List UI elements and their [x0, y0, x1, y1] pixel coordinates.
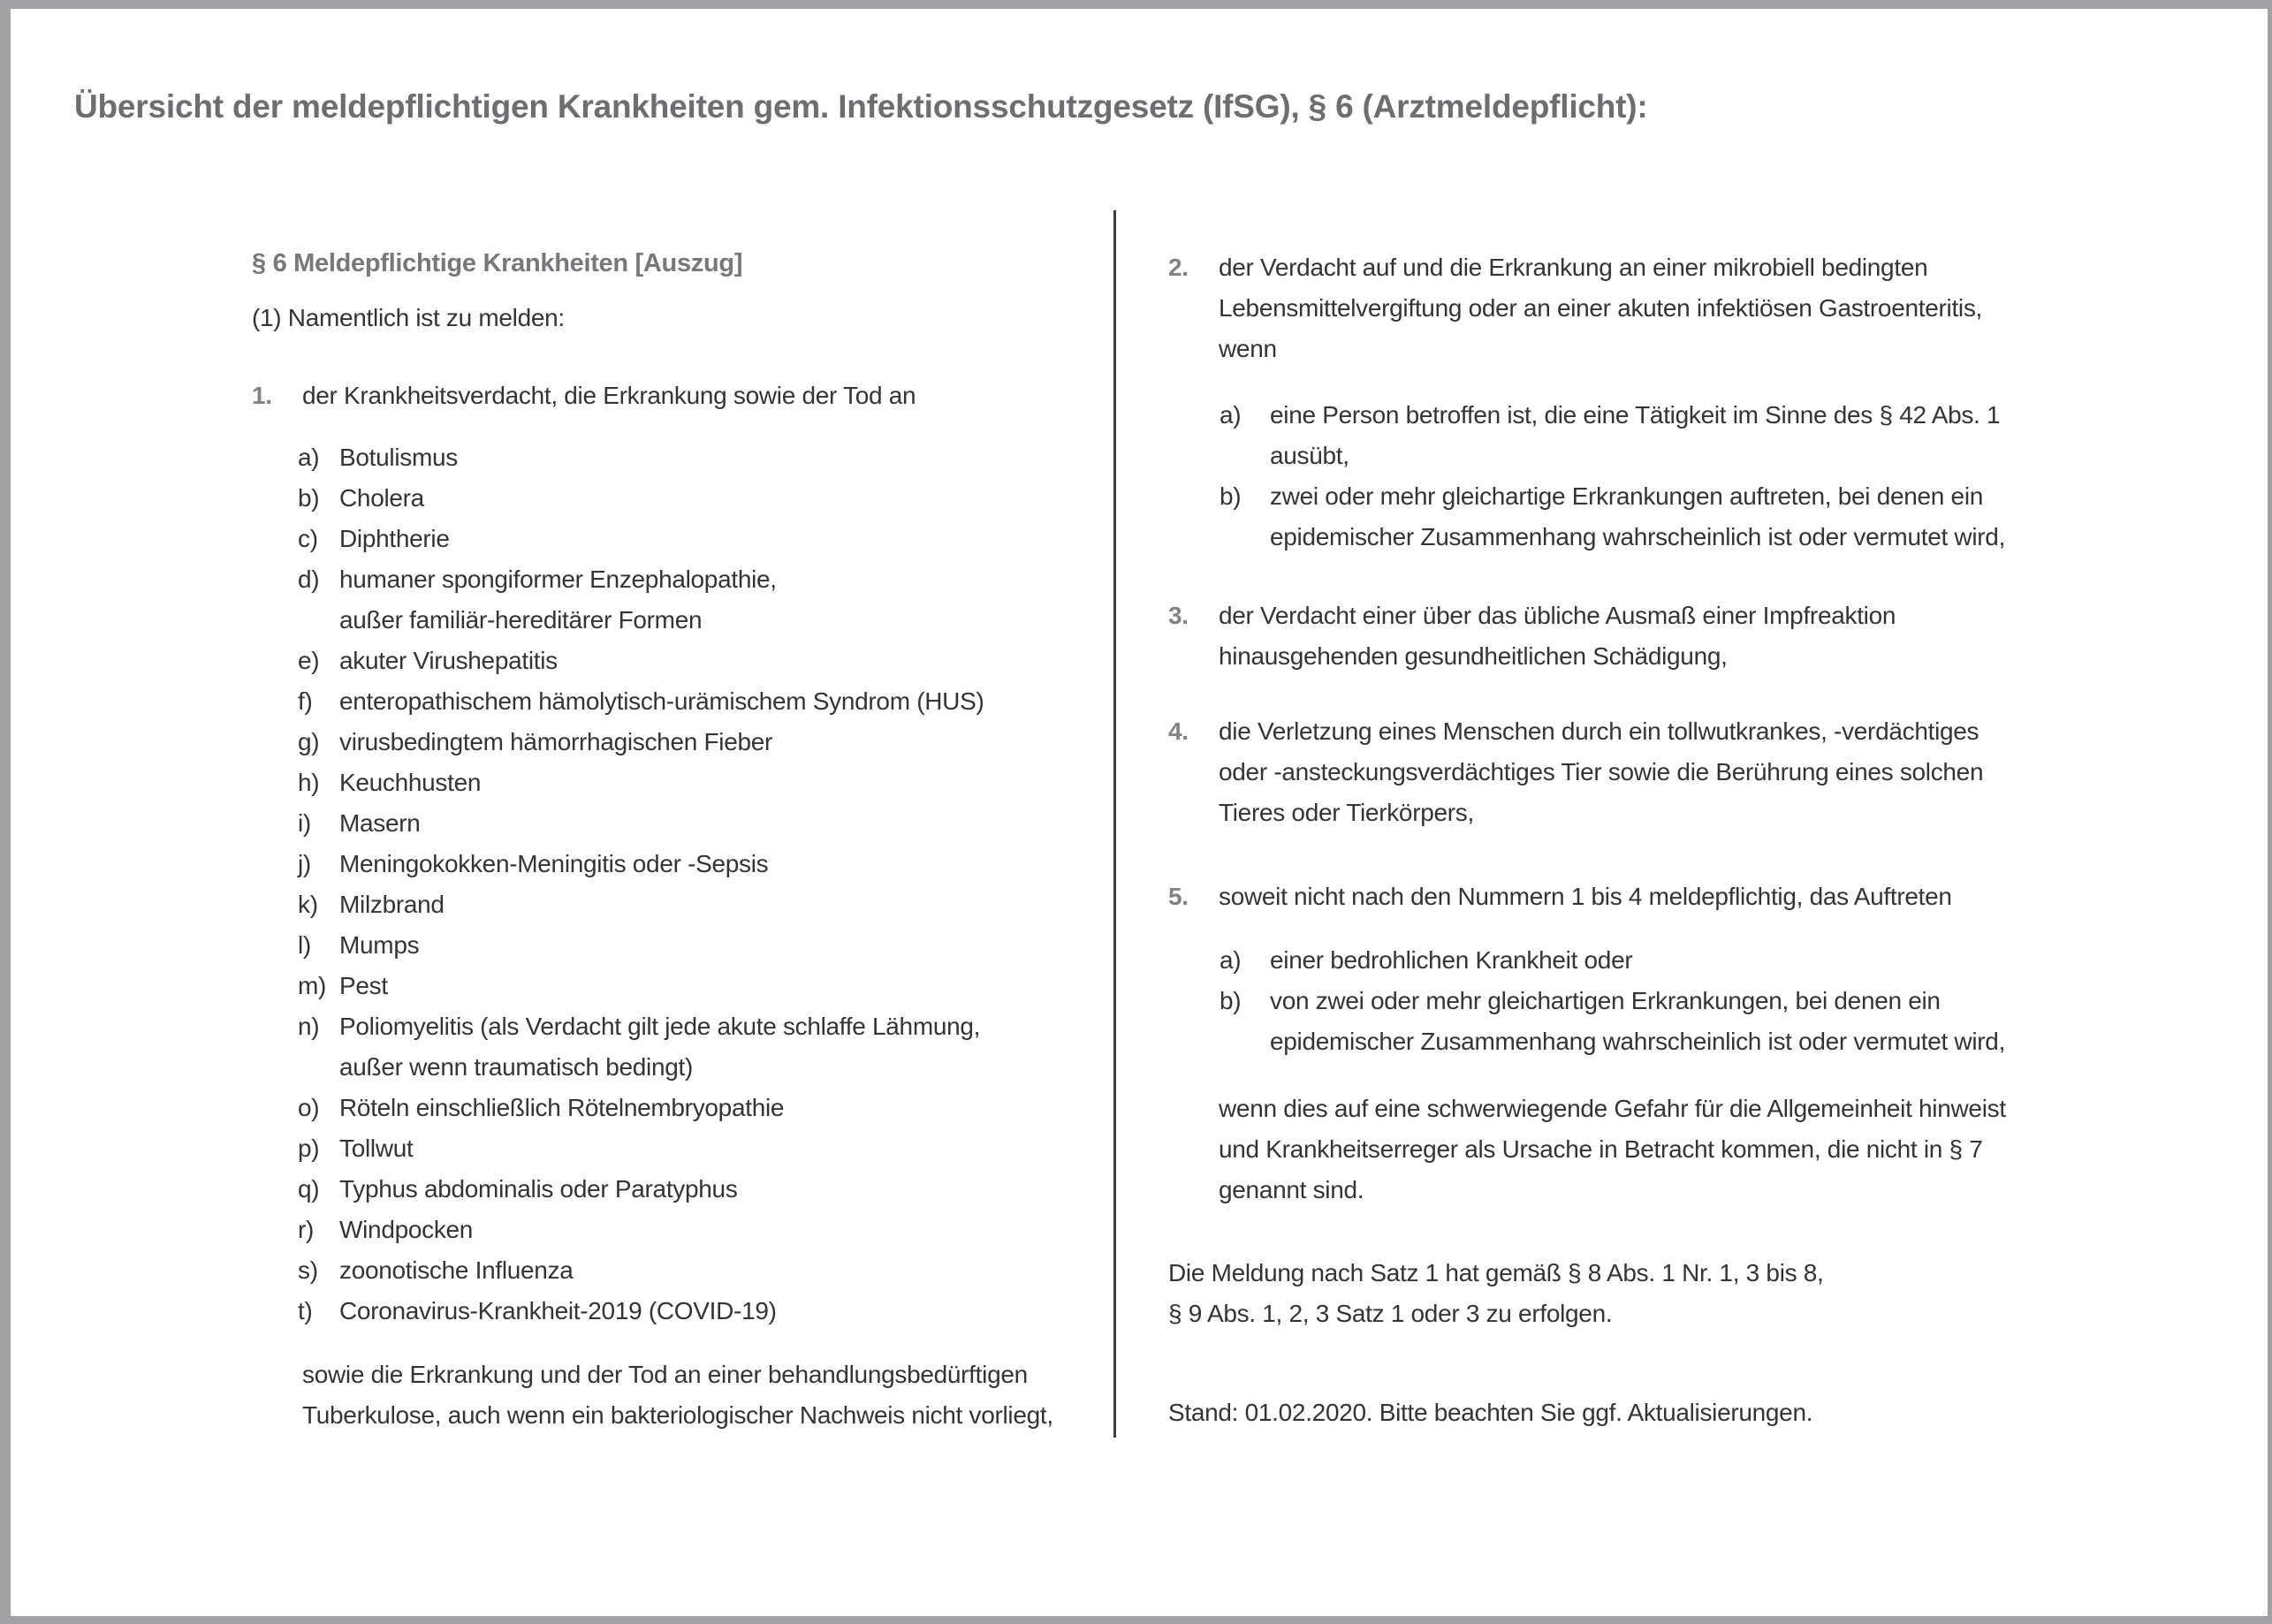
text-line: außer wenn traumatisch bedingt) — [339, 1053, 694, 1081]
text-line: enteropathischem hämolytisch-urämischem Syndrom (HUS) — [339, 687, 984, 715]
list-item — [298, 519, 1136, 559]
list-item — [298, 437, 1136, 478]
list-item — [298, 844, 1136, 884]
list-item — [1220, 395, 2229, 476]
section-heading: § 6 Meldepflichtige Krankheiten [Auszug] — [252, 249, 743, 277]
list-item — [298, 884, 1136, 925]
item-letter: n) — [298, 1013, 320, 1040]
item-letter: a) — [1220, 946, 1242, 974]
text-line: zoonotische Influenza — [339, 1256, 574, 1284]
item-number: 5. — [1168, 883, 1189, 910]
list-item — [298, 1128, 1136, 1169]
text-line: von zwei oder mehr gleichartigen Erkrankungen, bei denen ein — [1270, 987, 1941, 1014]
text-line: der Verdacht einer über das übliche Ausmaß einer Impfreaktion — [1219, 602, 1896, 629]
meldung-paragraph — [1168, 1253, 2229, 1334]
item-number: 4. — [1168, 717, 1189, 745]
disease-list — [298, 437, 1136, 1332]
page-title: Übersicht der meldepflichtigen Krankheiten gem. Infektionsschutzgesetz (IfSG), § 6 (Arztmeldepflicht): — [74, 88, 1648, 125]
text-line: Tieres oder Tierkörpers, — [1219, 799, 1474, 826]
item-letter: o) — [298, 1094, 320, 1121]
list-item — [298, 763, 1136, 803]
text-line: Tuberkulose, auch wenn ein bakteriologischer Nachweis nicht vorliegt, — [302, 1401, 1053, 1429]
item-letter: b) — [1220, 987, 1242, 1014]
item-letter: g) — [298, 728, 320, 755]
item-5-closing — [1219, 1089, 2229, 1210]
text-line: Pest — [339, 972, 388, 999]
text-line: virusbedingtem hämorrhagischen Fieber — [339, 728, 773, 755]
text-line: Diphtherie — [339, 525, 450, 552]
item-letter: t) — [298, 1297, 313, 1324]
numbered-item-2 — [1168, 247, 2229, 369]
text-line: außer familiär-hereditärer Formen — [339, 606, 703, 634]
list-item — [298, 1210, 1136, 1250]
text-line: der Verdacht auf und die Erkrankung an einer mikrobiell bedingten — [1219, 254, 1928, 281]
list-item — [298, 1088, 1136, 1128]
text-line: Tollwut — [339, 1135, 414, 1162]
text-line: hinausgehenden gesundheitlichen Schädigung, — [1219, 642, 1728, 670]
list-item — [298, 559, 1136, 641]
list-item — [298, 1291, 1136, 1332]
item-letter: k) — [298, 891, 318, 918]
text-line: soweit nicht nach den Nummern 1 bis 4 meldepflichtig, das Auftreten — [1219, 883, 1952, 910]
text-line: akuter Virushepatitis — [339, 647, 558, 674]
list-item — [298, 803, 1136, 844]
list-item — [1220, 476, 2229, 558]
numbered-item-4 — [1168, 711, 2229, 833]
text-line: die Verletzung eines Menschen durch ein tollwutkrankes, -verdächtiges — [1219, 717, 1979, 745]
text-line: und Krankheitserreger als Ursache in Betracht kommen, die nicht in § 7 — [1219, 1135, 1983, 1163]
item-letter: p) — [298, 1135, 320, 1162]
item-letter: b) — [298, 484, 320, 512]
item-number: 1. — [252, 382, 272, 409]
item-2-sublist — [1220, 395, 2229, 558]
text-line: § 9 Abs. 1, 2, 3 Satz 1 oder 3 zu erfolgen. — [1168, 1300, 1613, 1327]
item-letter: e) — [298, 647, 320, 674]
list-item — [298, 1250, 1136, 1291]
item-letter: s) — [298, 1256, 318, 1284]
text-line: Die Meldung nach Satz 1 hat gemäß § 8 Abs. 1 Nr. 1, 3 bis 8, — [1168, 1259, 1824, 1286]
text-line: wenn — [1219, 335, 1277, 362]
list-item — [298, 1169, 1136, 1210]
text-line: Mumps — [339, 931, 420, 959]
item-letter: a) — [298, 444, 320, 471]
text-line: einer bedrohlichen Krankheit oder — [1270, 946, 1633, 974]
text-line: Typhus abdominalis oder Paratyphus — [339, 1175, 738, 1203]
numbered-item-1 — [252, 376, 1136, 416]
item-letter: h) — [298, 769, 320, 796]
text-line: Meningokokken-Meningitis oder -Sepsis — [339, 850, 769, 877]
text-line: epidemischer Zusammenhang wahrscheinlich ist oder vermutet wird, — [1270, 523, 2006, 550]
text-line: Poliomyelitis (als Verdacht gilt jede akute schlaffe Lähmung, — [339, 1013, 981, 1040]
text-line: Lebensmittelvergiftung oder an einer akuten infektiösen Gastroenteritis, — [1219, 294, 1983, 322]
right-column — [1168, 247, 2229, 1433]
list-item — [298, 722, 1136, 763]
item-letter: j) — [298, 850, 311, 877]
list-item — [298, 681, 1136, 722]
item-letter: a) — [1220, 401, 1242, 429]
list-item — [298, 966, 1136, 1006]
item-letter: d) — [298, 565, 320, 593]
text-line: Coronavirus-Krankheit-2019 (COVID-19) — [339, 1297, 777, 1324]
list-item — [298, 641, 1136, 681]
intro-line: (1) Namentlich ist zu melden: — [252, 304, 565, 331]
item-letter: m) — [298, 972, 327, 999]
text-line: Röteln einschließlich Rötelnembryopathie — [339, 1094, 785, 1121]
item-letter: c) — [298, 525, 318, 552]
item-number: 2. — [1168, 254, 1189, 281]
text-line: der Krankheitsverdacht, die Erkrankung sowie der Tod an — [302, 382, 916, 409]
item-number: 3. — [1168, 602, 1189, 629]
left-column — [252, 243, 1136, 1436]
text-line: epidemischer Zusammenhang wahrscheinlich ist oder vermutet wird, — [1270, 1028, 2006, 1055]
numbered-item-5 — [1168, 877, 2229, 917]
item-5-sublist — [1220, 940, 2229, 1062]
tuberculosis-note — [302, 1355, 1136, 1436]
text-line: Botulismus — [339, 444, 458, 471]
text-line: genannt sind. — [1219, 1176, 1364, 1203]
item-letter: b) — [1220, 482, 1242, 510]
document-page — [11, 9, 2268, 1616]
list-item — [298, 1006, 1136, 1088]
text-line: Masern — [339, 809, 421, 837]
item-letter: i) — [298, 809, 311, 837]
text-line: ausübt, — [1270, 442, 1349, 469]
text-line: Cholera — [339, 484, 424, 512]
list-item — [298, 925, 1136, 966]
text-line: wenn dies auf eine schwerwiegende Gefahr für die Allgemeinheit hinweist — [1219, 1095, 2006, 1122]
text-line: Windpocken — [339, 1216, 474, 1243]
numbered-item-3 — [1168, 596, 2229, 677]
text-line: sowie die Erkrankung und der Tod an einer behandlungsbedürftigen — [302, 1361, 1028, 1388]
text-line: eine Person betroffen ist, die eine Tätigkeit im Sinne des § 42 Abs. 1 — [1270, 401, 2001, 429]
item-letter: r) — [298, 1216, 315, 1243]
text-line: Keuchhusten — [339, 769, 482, 796]
text-line: Milzbrand — [339, 891, 445, 918]
item-letter: l) — [298, 931, 311, 959]
stand-note: Stand: 01.02.2020. Bitte beachten Sie ggf. Aktualisierungen. — [1168, 1399, 1813, 1426]
text-line: zwei oder mehr gleichartige Erkrankungen auftreten, bei denen ein — [1270, 482, 1984, 510]
text-line: humaner spongiformer Enzephalopathie, — [339, 565, 777, 593]
list-item — [298, 478, 1136, 519]
item-letter: f) — [298, 687, 313, 715]
text-line: oder -ansteckungsverdächtiges Tier sowie die Berührung eines solchen — [1219, 758, 1984, 785]
list-item — [1220, 981, 2229, 1062]
item-letter: q) — [298, 1175, 320, 1203]
list-item — [1220, 940, 2229, 981]
